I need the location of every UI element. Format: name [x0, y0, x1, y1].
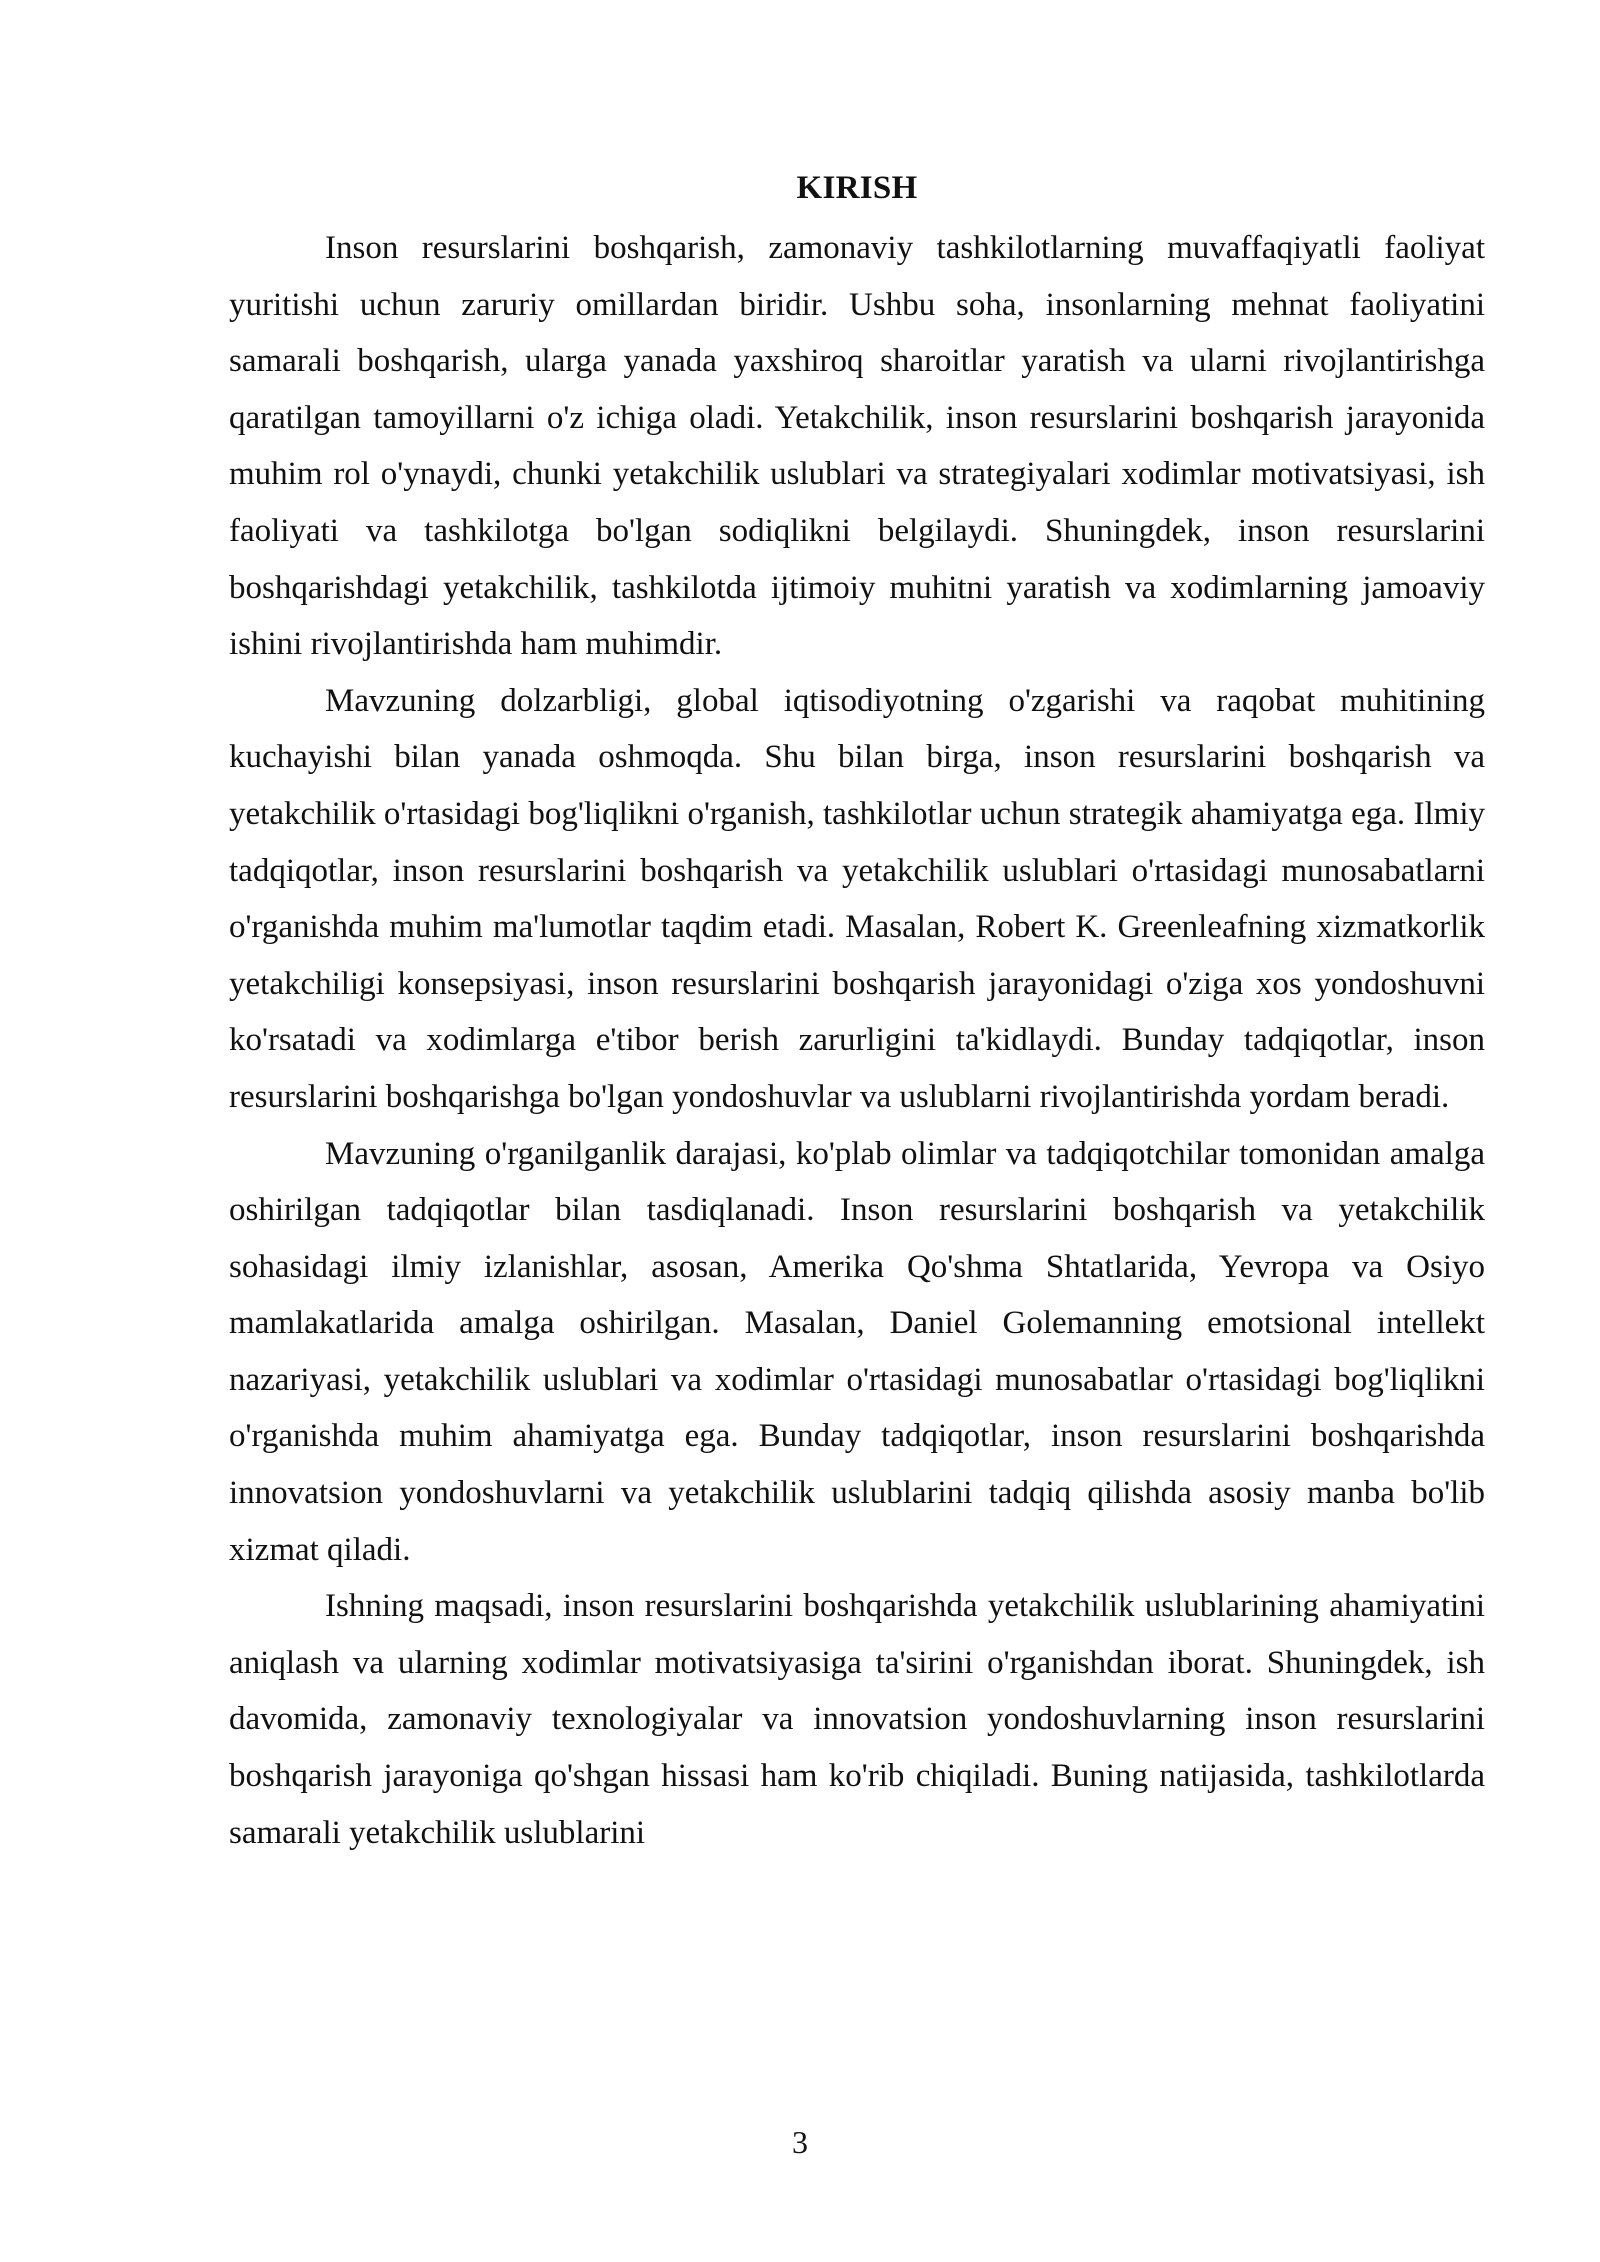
page-content [229, 160, 1485, 1861]
paragraph-goal: Ishning maqsadi, inson resurslarini boshqarishda yetakchilik uslublarining ahamiyatini aniqlash va ularning xodimlar motivatsiyasiga ta'sirini o'rganishdan iborat. Shuningdek, ish davomida, zamonaviy texnologiyalar va innovatsion yondoshuvlarning inson resurslarini boshqarish jarayoniga qo'shgan hissasi ham ko'rib chiqiladi. Buning natijasida, tashkilotlarda samarali yetakchilik uslublarini [229, 1588, 1485, 1851]
page-number: 3 [792, 2124, 808, 2160]
section-title: KIRISH [796, 170, 918, 206]
paragraph-relevance: Mavzuning dolzarbligi, global iqtisodiyotning o'zgarishi va raqobat muhitining kuchayishi bilan yanada oshmoqda. Shu bilan birga, inson resurslarini boshqarish va yetakchilik o'rtasidagi bog'liqlikni o'rganish, tashkilotlar uchun strategik ahamiyatga ega. Ilmiy tadqiqotlar, inson resurslarini boshqarish va yetakchilik uslublari o'rtasidagi munosabatlarni o'rganishda muhim ma'lumotlar taqdim etadi. Masalan, Robert K. Greenleafning xizmatkorlik yetakchiligi konsepsiyasi, inson resurslarini boshqarish jarayonidagi o'ziga xos yondoshuvni ko'rsatadi va xodimlarga e'tibor berish zarurligini ta'kidlaydi. Bunday tadqiqotlar, inson resurslarini boshqarishga bo'lgan yondoshuvlar va uslublarni rivojlantirishda yordam beradi. [229, 682, 1485, 1115]
paragraph-introduction: Inson resurslarini boshqarish, zamonaviy tashkilotlarning muvaffaqiyatli faoliyat yuritishi uchun zaruriy omillardan biridir. Ushbu soha, insonlarning mehnat faoliyatini samarali boshqarish, ularga yanada yaxshiroq sharoitlar yaratish va ularni rivojlantirishga qaratilgan tamoyillarni o'z ichiga oladi. Yetakchilik, inson resurslarini boshqarish jarayonida muhim rol o'ynaydi, chunki yetakchilik uslublari va strategiyalari xodimlar motivatsiyasi, ish faoliyati va tashkilotga bo'lgan sodiqlikni belgilaydi. Shuningdek, inson resurslarini boshqarishdagi yetakchilik, tashkilotda ijtimoiy muhitni yaratish va xodimlarning jamoaviy ishini rivojlantirishda ham muhimdir. [229, 230, 1485, 663]
paragraph-research-level: Mavzuning o'rganilganlik darajasi, ko'plab olimlar va tadqiqotchilar tomonidan amalga oshirilgan tadqiqotlar bilan tasdiqlanadi. Inson resurslarini boshqarish va yetakchilik sohasidagi ilmiy izlanishlar, asosan, Amerika Qo'shma Shtatlarida, Yevropa va Osiyo mamlakatlarida amalga oshirilgan. Masalan, Daniel Golemanning emotsional intellekt nazariyasi, yetakchilik uslublari va xodimlar o'rtasidagi munosabatlar o'rtasidagi bog'liqlikni o'rganishda muhim ahamiyatga ega. Bunday tadqiqotlar, inson resurslarini boshqarishda innovatsion yondoshuvlarni va yetakchilik uslublarini tadqiq qilishda asosiy manba bo'lib xizmat qiladi. [229, 1135, 1485, 1568]
